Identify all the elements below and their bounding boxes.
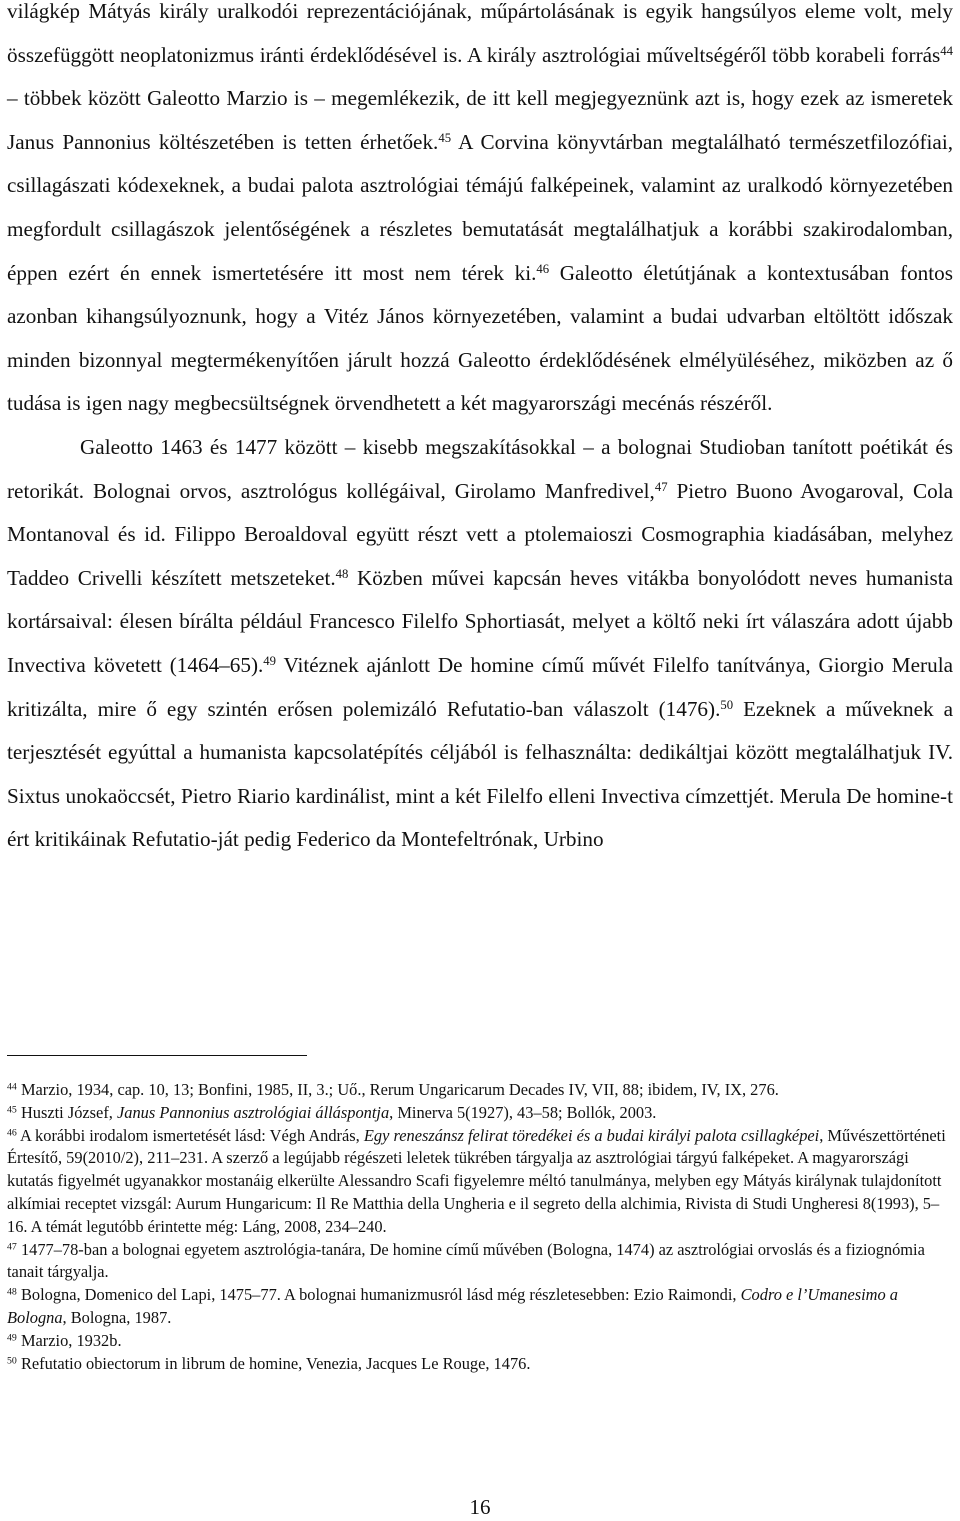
footnote-text: A korábbi irodalom ismertetését lásd: Végh András, — [20, 1125, 364, 1145]
footnote-text: Bologna, Domenico del Lapi, 1475–77. A bolognai humanizmusról lásd még részletesebben: Ezio Raimondi, — [20, 1285, 741, 1305]
footnote-text: , Bologna, 1987. — [62, 1307, 172, 1327]
paragraph-2 — [7, 426, 953, 862]
text-run: A Corvina könyvtárban megtalálható természetfilozófiai, csillagászati kódexeknek, a budai palota asztrológiai témájú falképeinek, valamint az uralkodó környezetében megfordult csillagászok jelentőségének a részletes bemutatását megtalálhatjuk a korábbi szakirodalomban, éppen ezért én ennek ismertetésére itt most nem térek ki. — [7, 129, 953, 285]
text-run: Galeotto életútjának a kontextusában fontos azonban kihangsúlyoznunk, hogy a Vitéz János környezetében, valamint a budai udvarban eltöltött időszak minden bizonnyal megtermékenyítően járult hozzá Galeotto érdeklődésének elmélyüléséhez, miközben az ő tudása is igen nagy megbecsültségnek örvendhetett a két magyarországi mecénás részéről. — [7, 260, 953, 416]
text-run: Ezeknek a műveknek a terjesztését egyúttal a humanista kapcsolatépítés céljából is felhasználta: dedikáltjai között megtalálhatjuk IV. Sixtus unokaöccsét, Pietro Riario kardinálist, mint a két Filelfo elleni Invectiva címzettjét. Merula De homine-t ért kritikáinak Refutatio-ját pedig Federico da Montefeltrónak, Urbino — [7, 696, 953, 852]
text-run: – többek között Galeotto Marzio is – megemlékezik, de itt kell megjegyeznünk azt is, hogy ezek az ismeretek Janus Pannonius költészetében is tetten érhetőek. — [7, 86, 953, 154]
footnote-number: 47 — [7, 1241, 17, 1253]
footnote-text: , Művészettörténeti Értesítő, 59(2010/2), 211–231. A szerző a legújabb régészeti leletek tükrében tárgyalja az asztrológiai tárgyú falképeket. A magyarországi kutatás figyelmét ugyanakkor mostanáig elkerülte Alessandro Scafi figyelemre méltó tanulmánya, melyben egy Mátyás királynak tulajdonított alkímiai receptet vizsgál: Aurum Hungaricum: Il Re Matthia della Ungheria e il segreto della alchimia, Rivista di Studi Ungheresi 8(1993), 5–16. A témát legutóbb érintette még: Láng, 2008, 234–240. — [7, 1125, 946, 1236]
footnote-separator — [7, 1055, 307, 1056]
footnotes — [7, 1079, 946, 1375]
footnote-number: 48 — [7, 1286, 17, 1298]
footnote-ref-44[interactable]: 44 — [940, 43, 953, 58]
footnote-text: Marzio, 1932b. — [20, 1330, 122, 1350]
footnote-text: 1477–78-ban a bolognai egyetem asztrológia-tanára, De homine című művében (Bologna, 1474) az asztrológiai orvoslás és a fiziognómia tanait tárgyalja. — [7, 1239, 925, 1282]
footnote-text: , Minerva 5(1927), 43–58; Bollók, 2003. — [389, 1102, 657, 1122]
text-run: Pietro Buono Avogaroval, Cola Montanoval és id. Filippo Beroaldoval együtt részt vett a ptolemaioszi Cosmographia kiadásában, melyhez Taddeo Crivelli készített metszeteket. — [7, 478, 953, 590]
footnote-ref-48[interactable]: 48 — [335, 566, 349, 581]
paragraph-1 — [7, 0, 953, 426]
footnote-46 — [7, 1125, 946, 1239]
text-run: Galeotto 1463 és 1477 között – kisebb megszakításokkal – a bolognai Studioban tanított poétikát és retorikát. Bolognai orvos, asztrológus kollégáival, Girolamo Manfredivel, — [7, 434, 953, 503]
footnote-44 — [7, 1079, 946, 1102]
page-number: 16 — [469, 1495, 491, 1519]
footnote-number: 49 — [7, 1332, 17, 1344]
text-run: Közben művei kapcsán heves vitákba bonyolódott neves humanista kortársaival: élesen bírálta például Francesco Filelfo Sphortiasát, melyet a költő neki írt válaszára adott újabb Invectiva követett (1464–65). — [7, 565, 953, 677]
footnote-number: 46 — [7, 1127, 17, 1139]
footnote-text: Marzio, 1934, cap. 10, 13; Bonfini, 1985, II, 3.; Uő., Rerum Ungaricarum Decades IV, VII, 88; ibidem, IV, IX, 276. — [20, 1080, 779, 1099]
footnote-ref-47[interactable]: 47 — [654, 479, 668, 494]
footnote-number: 50 — [7, 1355, 17, 1367]
text-run: világkép Mátyás király uralkodói reprezentációjának, műpártolásának is egyik hangsúlyos eleme volt, mely összefüggött neoplatonizmus iránti érdeklődésével is. A király asztrológiai műveltségéről több korabeli forrás — [7, 0, 953, 67]
footnote-italic-title: Codro e l’Umanesimo a Bologna — [7, 1285, 898, 1327]
footnote-ref-50[interactable]: 50 — [720, 697, 734, 712]
footnote-49 — [7, 1330, 946, 1353]
footnote-italic-title: Egy reneszánsz felirat töredékei és a budai királyi palota csillagképei — [363, 1125, 820, 1145]
text-run: Vitéznek ajánlott De homine című művét Filelfo tanítványa, Giorgio Merula kritizálta, mire ő egy szintén erősen polemizáló Refutatio-ban válaszolt (1476). — [7, 652, 953, 721]
footnote-50 — [7, 1353, 946, 1376]
footnote-45 — [7, 1102, 946, 1125]
body-text — [7, 0, 953, 862]
footnote-number: 45 — [7, 1104, 17, 1116]
footnote-ref-49[interactable]: 49 — [263, 653, 277, 668]
footnote-47 — [7, 1239, 946, 1285]
footnote-ref-46[interactable]: 46 — [536, 261, 550, 276]
footnote-ref-45[interactable]: 45 — [438, 130, 452, 145]
footnote-text: Huszti József, — [20, 1102, 117, 1122]
footnote-italic-title: Janus Pannonius asztrológiai álláspontja — [117, 1102, 390, 1122]
footnote-text: Refutatio obiectorum in librum de homine, Venezia, Jacques Le Rouge, 1476. — [20, 1353, 531, 1373]
footnote-number: 44 — [7, 1081, 17, 1093]
footnote-48 — [7, 1284, 946, 1330]
